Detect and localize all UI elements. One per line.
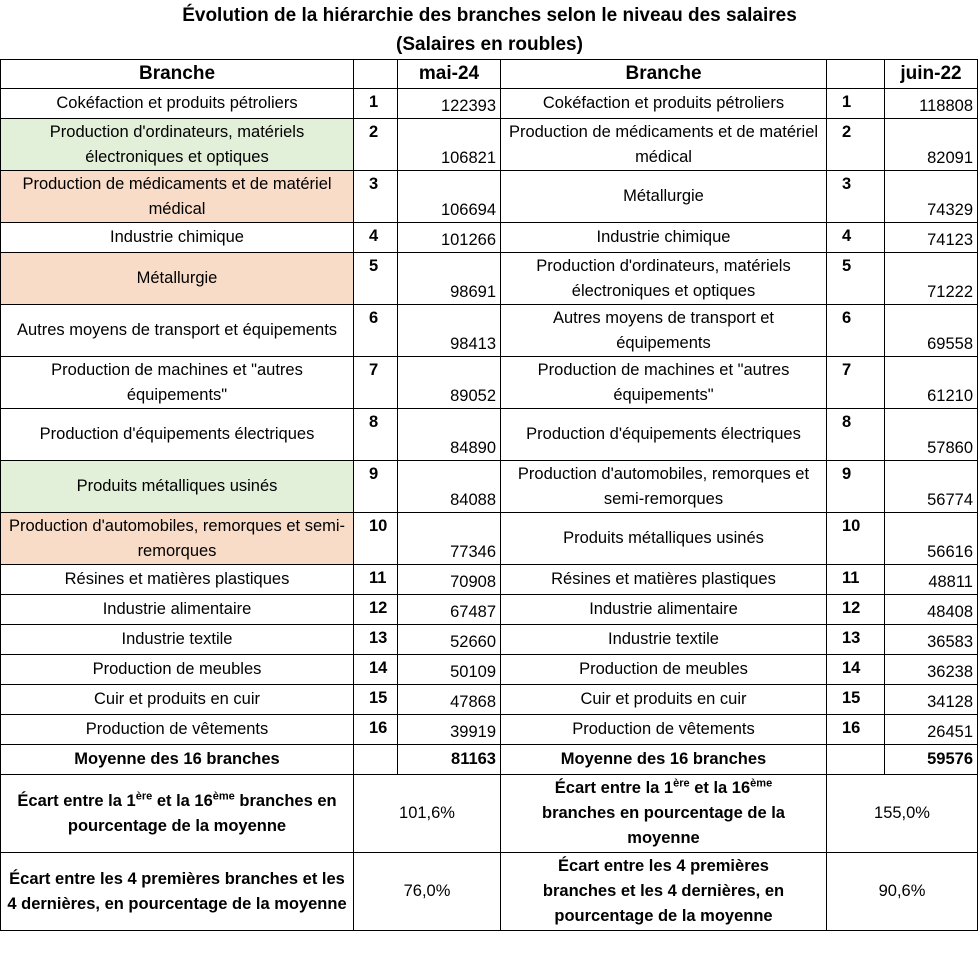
right-rank: 1 bbox=[827, 89, 885, 119]
table-row bbox=[1, 655, 978, 685]
right-branch-name: Cuir et produits en cuir bbox=[501, 685, 827, 715]
left-branch-name: Production d'équipements électriques bbox=[1, 409, 354, 461]
table-title bbox=[0, 0, 979, 59]
header-rank-left bbox=[354, 60, 398, 89]
right-rank: 8 bbox=[827, 409, 885, 461]
right-salary-value: 56616 bbox=[885, 513, 978, 565]
right-branch-name: Production de médicaments et de matériel médical bbox=[501, 119, 827, 171]
right-branch-name: Production d'automobiles, remorques et semi-remorques bbox=[501, 461, 827, 513]
left-branch-name: Industrie textile bbox=[1, 625, 354, 655]
right-branch-name: Industrie alimentaire bbox=[501, 595, 827, 625]
average-rank-right bbox=[827, 745, 885, 775]
right-salary-value: 48811 bbox=[885, 565, 978, 595]
right-salary-value: 82091 bbox=[885, 119, 978, 171]
right-rank: 14 bbox=[827, 655, 885, 685]
average-label-right: Moyenne des 16 branches bbox=[501, 745, 827, 775]
right-rank: 16 bbox=[827, 715, 885, 745]
right-branch-name: Production d'équipements électriques bbox=[501, 409, 827, 461]
left-rank: 9 bbox=[354, 461, 398, 513]
right-salary-value: 36238 bbox=[885, 655, 978, 685]
right-rank: 7 bbox=[827, 357, 885, 409]
right-rank: 12 bbox=[827, 595, 885, 625]
average-value-left: 81163 bbox=[398, 745, 501, 775]
right-salary-value: 118808 bbox=[885, 89, 978, 119]
right-rank: 13 bbox=[827, 625, 885, 655]
left-salary-value: 106821 bbox=[398, 119, 501, 171]
right-rank: 4 bbox=[827, 223, 885, 253]
right-rank: 9 bbox=[827, 461, 885, 513]
left-rank: 7 bbox=[354, 357, 398, 409]
gap-label-sup2: ème bbox=[212, 790, 235, 802]
left-rank: 4 bbox=[354, 223, 398, 253]
gap-top4-bottom4-label-left: Écart entre les 4 premières branches et les 4 dernières, en pourcentage de la moyenne bbox=[1, 853, 354, 931]
gap-label-sup1: ère bbox=[673, 777, 690, 790]
left-salary-value: 89052 bbox=[398, 357, 501, 409]
gap-first-last-row bbox=[1, 775, 978, 853]
right-salary-value: 57860 bbox=[885, 409, 978, 461]
left-salary-value: 101266 bbox=[398, 223, 501, 253]
gap-label-part1: Écart entre la 1 bbox=[17, 791, 136, 810]
right-rank: 15 bbox=[827, 685, 885, 715]
right-rank: 6 bbox=[827, 305, 885, 357]
right-branch-name: Production d'ordinateurs, matériels électroniques et optiques bbox=[501, 253, 827, 305]
left-salary-value: 39919 bbox=[398, 715, 501, 745]
table-row bbox=[1, 305, 978, 357]
right-branch-name: Cokéfaction et produits pétroliers bbox=[501, 89, 827, 119]
right-branch-name: Produits métalliques usinés bbox=[501, 513, 827, 565]
left-rank: 14 bbox=[354, 655, 398, 685]
gap-label-part2: et la 16 bbox=[152, 791, 213, 810]
left-branch-name: Industrie chimique bbox=[1, 223, 354, 253]
left-rank: 12 bbox=[354, 595, 398, 625]
gap-first-last-value-left: 101,6% bbox=[354, 775, 501, 853]
left-salary-value: 50109 bbox=[398, 655, 501, 685]
left-rank: 1 bbox=[354, 89, 398, 119]
right-branch-name: Autres moyens de transport et équipements bbox=[501, 305, 827, 357]
left-branch-name: Cuir et produits en cuir bbox=[1, 685, 354, 715]
gap-top4-bottom4-value-left: 76,0% bbox=[354, 853, 501, 931]
table-row bbox=[1, 253, 978, 305]
average-row bbox=[1, 745, 978, 775]
left-salary-value: 122393 bbox=[398, 89, 501, 119]
gap-top4-bottom4-label-right: Écart entre les 4 premières branches et les 4 dernières, en pourcentage de la moyenne bbox=[501, 853, 827, 931]
left-rank: 16 bbox=[354, 715, 398, 745]
left-salary-value: 52660 bbox=[398, 625, 501, 655]
right-rank: 5 bbox=[827, 253, 885, 305]
left-rank: 3 bbox=[354, 171, 398, 223]
header-branch-right: Branche bbox=[501, 60, 827, 89]
header-period-right: juin-22 bbox=[885, 60, 978, 89]
right-branch-name: Production de machines et "autres équipements" bbox=[501, 357, 827, 409]
left-rank: 8 bbox=[354, 409, 398, 461]
left-salary-value: 77346 bbox=[398, 513, 501, 565]
left-branch-name: Cokéfaction et produits pétroliers bbox=[1, 89, 354, 119]
left-rank: 13 bbox=[354, 625, 398, 655]
left-rank: 2 bbox=[354, 119, 398, 171]
right-salary-value: 71222 bbox=[885, 253, 978, 305]
table-row bbox=[1, 565, 978, 595]
left-rank: 5 bbox=[354, 253, 398, 305]
table-row bbox=[1, 89, 978, 119]
header-branch-left: Branche bbox=[1, 60, 354, 89]
gap-label-part1: Écart entre la 1 bbox=[554, 779, 674, 797]
right-branch-name: Production de vêtements bbox=[501, 715, 827, 745]
title-line-2: (Salaires en roubles) bbox=[396, 34, 583, 55]
left-branch-name: Production d'ordinateurs, matériels électroniques et optiques bbox=[1, 119, 354, 171]
right-salary-value: 69558 bbox=[885, 305, 978, 357]
left-salary-value: 98691 bbox=[398, 253, 501, 305]
left-branch-name: Produits métalliques usinés bbox=[1, 461, 354, 513]
right-salary-value: 74329 bbox=[885, 171, 978, 223]
table-row bbox=[1, 513, 978, 565]
left-rank: 15 bbox=[354, 685, 398, 715]
header-rank-right bbox=[827, 60, 885, 89]
right-branch-name: Métallurgie bbox=[501, 171, 827, 223]
left-branch-name: Production de vêtements bbox=[1, 715, 354, 745]
left-rank: 6 bbox=[354, 305, 398, 357]
table-body bbox=[1, 89, 978, 745]
gap-label-part3: branches en pourcentage de la moyenne bbox=[67, 791, 337, 835]
right-branch-name: Industrie chimique bbox=[501, 223, 827, 253]
right-rank: 3 bbox=[827, 171, 885, 223]
right-branch-name: Résines et matières plastiques bbox=[501, 565, 827, 595]
right-salary-value: 34128 bbox=[885, 685, 978, 715]
gap-first-last-label-right bbox=[501, 775, 827, 853]
table-row bbox=[1, 715, 978, 745]
gap-first-last-label-left bbox=[1, 775, 354, 853]
left-branch-name: Industrie alimentaire bbox=[1, 595, 354, 625]
table-row bbox=[1, 357, 978, 409]
left-salary-value: 47868 bbox=[398, 685, 501, 715]
table-row bbox=[1, 461, 978, 513]
left-branch-name: Autres moyens de transport et équipements bbox=[1, 305, 354, 357]
table-row bbox=[1, 595, 978, 625]
left-branch-name: Résines et matières plastiques bbox=[1, 565, 354, 595]
table-row bbox=[1, 685, 978, 715]
gap-label-sup2: ème bbox=[750, 777, 773, 790]
right-rank: 2 bbox=[827, 119, 885, 171]
left-rank: 10 bbox=[354, 513, 398, 565]
right-branch-name: Industrie textile bbox=[501, 625, 827, 655]
right-rank: 10 bbox=[827, 513, 885, 565]
right-rank: 11 bbox=[827, 565, 885, 595]
table-row bbox=[1, 119, 978, 171]
left-branch-name: Production de meubles bbox=[1, 655, 354, 685]
right-salary-value: 48408 bbox=[885, 595, 978, 625]
table-row bbox=[1, 625, 978, 655]
gap-label-part2: et la 16 bbox=[689, 779, 751, 797]
header-row bbox=[1, 60, 978, 89]
table-row bbox=[1, 409, 978, 461]
left-branch-name: Production de médicaments et de matériel médical bbox=[1, 171, 354, 223]
left-salary-value: 98413 bbox=[398, 305, 501, 357]
left-branch-name: Métallurgie bbox=[1, 253, 354, 305]
gap-label-sup1: ère bbox=[135, 790, 153, 802]
average-label-left: Moyenne des 16 branches bbox=[1, 745, 354, 775]
left-salary-value: 106694 bbox=[398, 171, 501, 223]
left-salary-value: 70908 bbox=[398, 565, 501, 595]
gap-first-last-value-right: 155,0% bbox=[827, 775, 978, 853]
right-branch-name: Production de meubles bbox=[501, 655, 827, 685]
left-rank: 11 bbox=[354, 565, 398, 595]
gap-top4-bottom4-row bbox=[1, 853, 978, 931]
gap-label-part3: branches en pourcentage de la moyenne bbox=[542, 804, 785, 847]
right-salary-value: 56774 bbox=[885, 461, 978, 513]
left-branch-name: Production de machines et "autres équipements" bbox=[1, 357, 354, 409]
average-value-right: 59576 bbox=[885, 745, 978, 775]
salary-table bbox=[0, 59, 978, 931]
right-salary-value: 26451 bbox=[885, 715, 978, 745]
right-salary-value: 36583 bbox=[885, 625, 978, 655]
right-salary-value: 61210 bbox=[885, 357, 978, 409]
left-branch-name: Production d'automobiles, remorques et semi-remorques bbox=[1, 513, 354, 565]
left-salary-value: 84890 bbox=[398, 409, 501, 461]
header-period-left: mai-24 bbox=[398, 60, 501, 89]
title-line-1: Évolution de la hiérarchie des branches selon le niveau des salaires bbox=[182, 5, 797, 26]
average-rank-left bbox=[354, 745, 398, 775]
right-salary-value: 74123 bbox=[885, 223, 978, 253]
left-salary-value: 84088 bbox=[398, 461, 501, 513]
table-row bbox=[1, 223, 978, 253]
table-row bbox=[1, 171, 978, 223]
gap-top4-bottom4-value-right: 90,6% bbox=[827, 853, 978, 931]
left-salary-value: 67487 bbox=[398, 595, 501, 625]
